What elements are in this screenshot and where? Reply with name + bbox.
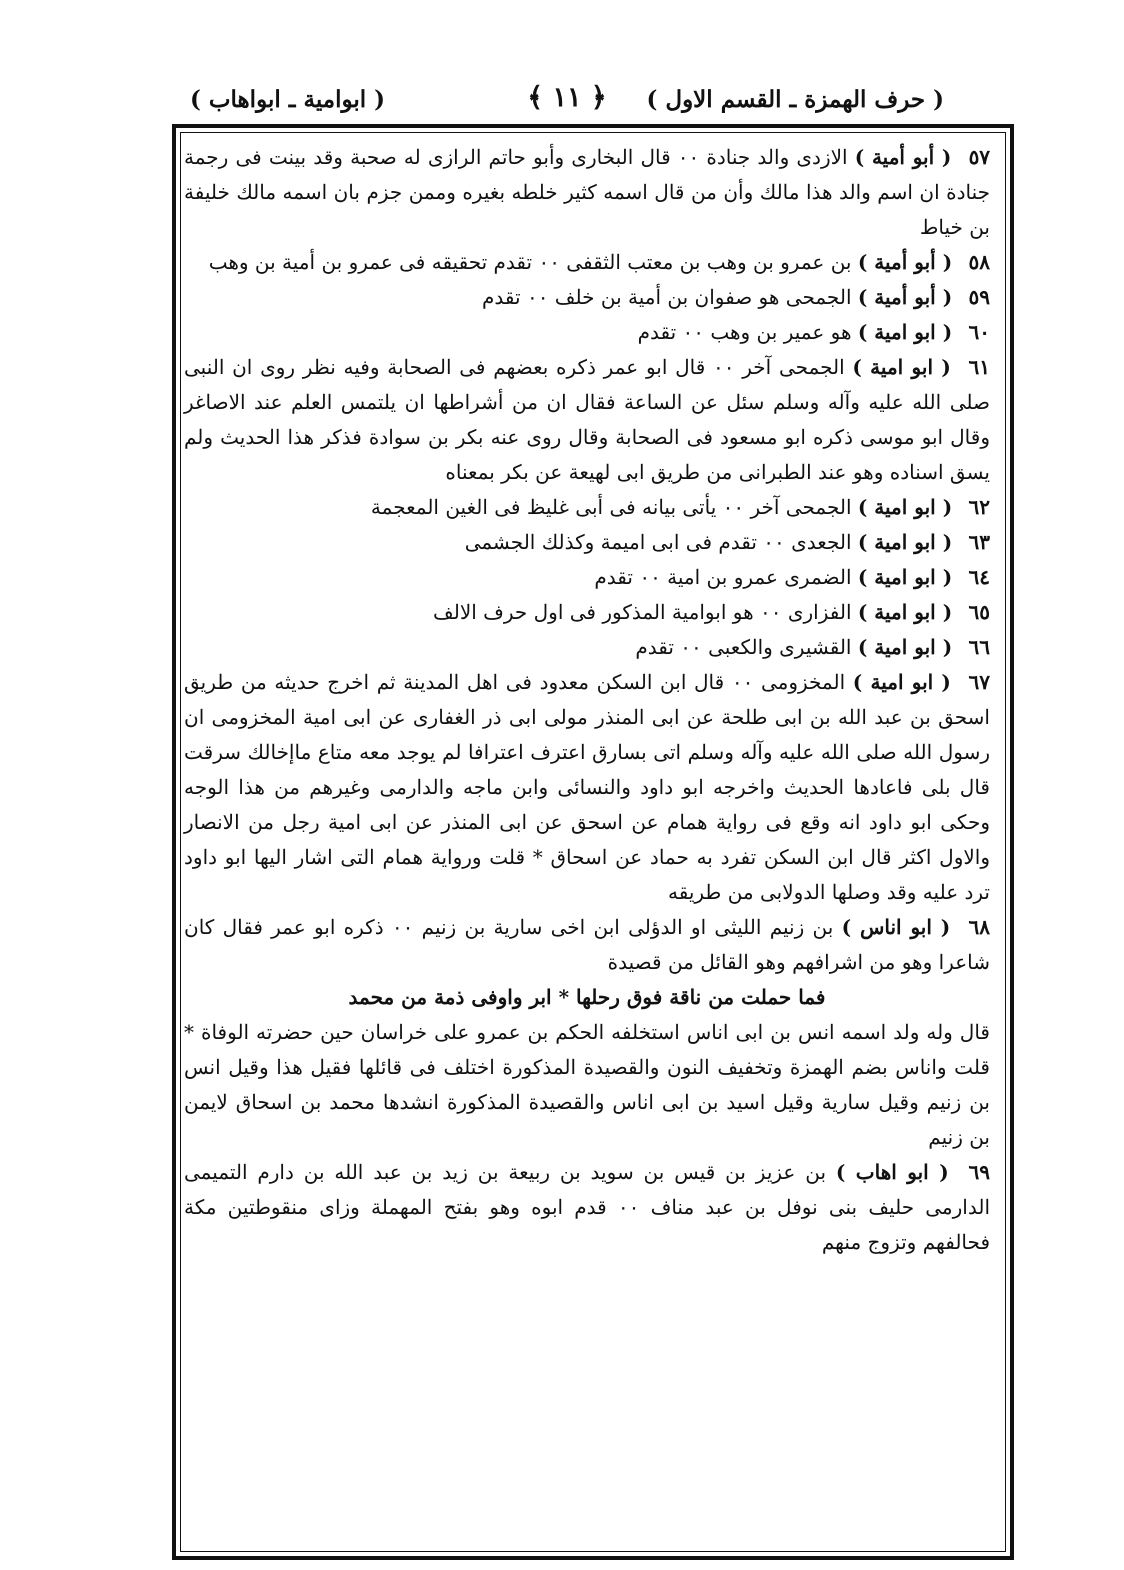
- entry-name: ( ابو امية ): [857, 320, 953, 344]
- entry-text: بن عمرو بن وهب بن معتب الثقفى ٠٠ تقدم تحقيقه فى عمرو بن أمية بن وهب: [208, 250, 852, 274]
- entry-text: الضمرى عمرو بن امية ٠٠ تقدم: [594, 565, 852, 589]
- entry-64: [184, 560, 990, 595]
- entry-69: [184, 1155, 990, 1260]
- entry-text: الجمحى هو صفوان بن أمية بن خلف ٠٠ تقدم: [482, 285, 852, 309]
- entry-text: الازدى والد جنادة ٠٠ قال البخارى وأبو حاتم الرازى له صحبة وقد بينت فى رجمة جنادة ان اسم والد هذا مالك وأن من قال اسمه كثير خلطه بغيره وممن جزم بان اسمه مالك خليفة بن خياط: [184, 145, 990, 239]
- entry-text: هو عمير بن وهب ٠٠ تقدم: [637, 320, 852, 344]
- entry-number: ٥٧: [968, 145, 991, 169]
- entry-number: ٦٨: [968, 915, 991, 939]
- entry-number: ٦٥: [968, 600, 990, 624]
- entry-name: ( أبو أمية ): [857, 250, 953, 274]
- entry-61: [184, 350, 990, 490]
- commentary-paragraph: قال وله ولد اسمه انس بن ابى اناس استخلفه الحكم بن عمرو على خراسان حين حضرته الوفاة * قلت واناس بضم الهمزة وتخفيف النون والقصيدة المذكورة اختلف فى قائلها فقيل هذا وقيل انس بن زنيم وقيل سارية وقيل اسيد بن ابى اناس والقصيدة المذكورة انشدها محمد بن اسحاق لايمن بن زنيم: [184, 1020, 990, 1149]
- entry-name: ( ابو امية ): [857, 565, 953, 589]
- entry-number: ٦٣: [968, 530, 990, 554]
- entry-number: ٦٤: [968, 565, 990, 589]
- entry-name: ( أبو أمية ): [854, 145, 952, 169]
- page-number: ﴿ ١١ ﴾: [527, 82, 607, 113]
- entry-number: ٦٢: [968, 495, 990, 519]
- poetry-verse: فما حملت من ناقة فوق رحلها * ابر واوفى ذمة من محمد: [348, 985, 826, 1009]
- entry-text: بن زنيم الليثى او الدؤلى ابن اخى سارية بن زنيم ٠٠ ذكره ابو عمر فقال كان شاعرا وهو من اشرافهم وهو القائل من قصيدة: [184, 915, 990, 974]
- page-body: [184, 140, 990, 1260]
- entry-name: ( ابو امية ): [857, 600, 953, 624]
- entry-number: ٦٦: [968, 635, 990, 659]
- entry-63: [184, 525, 990, 560]
- entry-name: ( ابو امية ): [857, 530, 953, 554]
- entry-number: ٦٩: [968, 1160, 991, 1184]
- entry-62: [184, 490, 990, 525]
- entry-65: [184, 595, 990, 630]
- entry-66: [184, 630, 990, 665]
- entry-name: ( ابو اناس ): [841, 915, 951, 939]
- entry-text: بن عزيز بن قيس بن سويد بن ربيعة بن زيد بن عبد الله بن دارم التميمى الدارمى حليف بنى نوفل بن عبد مناف ٠٠ قدم ابوه وهو بفتح المهملة وزاى منقوطتين مكة فحالفهم وتزوج منهم: [184, 1160, 990, 1254]
- entry-name: ( أبو أمية ): [857, 285, 953, 309]
- entry-67: [184, 665, 990, 910]
- header-section-title: ( حرف الهمزة ـ القسم الاول ): [646, 86, 944, 113]
- entry-68: [184, 910, 990, 980]
- entry-text: الجمحى آخر ٠٠ قال ابو عمر ذكره بعضهم فى الصحابة وفيه نظر روى ان النبى صلى الله عليه وآله وسلم سئل عن الساعة فقال ان من أشراطها ان يلتمس العلم عند الاصاغر وقال ابو موسى ذكره ابو مسعود فى الصحابة وقال روى عنه بكر بن سوادة فذكر هذا الحديث ولم يسق اسناده وهو عند الطبرانى من طريق ابى لهيعة عن بكر بمعناه: [184, 355, 990, 484]
- entry-text: القشيرى والكعبى ٠٠ تقدم: [635, 635, 852, 659]
- entry-number: ٦٠: [968, 320, 990, 344]
- entry-text: الجعدى ٠٠ تقدم فى ابى اميمة وكذلك الجشمى: [464, 530, 852, 554]
- entry-59: [184, 280, 990, 315]
- entry-58: [184, 245, 990, 280]
- entry-number: ٥٩: [968, 285, 990, 309]
- entry-name: ( ابو امية ): [857, 635, 953, 659]
- entry-name: ( ابو امية ): [852, 355, 951, 379]
- entry-text: الفزارى ٠٠ هو ابوامية المذكور فى اول حرف الالف: [433, 600, 852, 624]
- entry-name: ( ابو امية ): [857, 495, 953, 519]
- entry-number: ٦٧: [968, 670, 991, 694]
- entry-name: ( ابو امية ): [852, 670, 951, 694]
- running-header: [190, 82, 944, 122]
- entry-number: ٦١: [968, 355, 991, 379]
- header-entry-range: ( ابوامية ـ ابواهاب ): [190, 86, 386, 113]
- entry-text: المخزومى ٠٠ قال ابن السكن معدود فى اهل المدينة ثم اخرج حديثه من طريق اسحق بن عبد الله بن ابى طلحة عن ابى المنذر مولى ابى ذر الغفارى عن ابى امية المخزومى ان رسول الله صلى الله عليه وآله وسلم اتى بسارق اعترف اعترافا لم يوجد معه متاع ماإخالك سرقت قال بلى فاعادها الحديث واخرجه ابو داود والنسائى وابن ماجه والدارمى وغيرهم من هذا الوجه وحكى ابو داود انه وقع فى رواية همام عن اسحق عن ابى المنذر عن ابى امية رجل من الانصار والاول اكثر قال ابن السكن تفرد به حماد عن اسحاق * قلت ورواية همام التى اشار اليها ابو داود ترد عليه وقد وصلها الدولابى من طريقه: [184, 670, 990, 904]
- entry-60: [184, 315, 990, 350]
- entry-name: ( ابو اهاب ): [835, 1160, 949, 1184]
- entry-text: الجمحى آخر ٠٠ يأتى بيانه فى أبى غليظ فى الغين المعجمة: [370, 495, 852, 519]
- entry-number: ٥٨: [968, 250, 990, 274]
- entry-57: [184, 140, 990, 245]
